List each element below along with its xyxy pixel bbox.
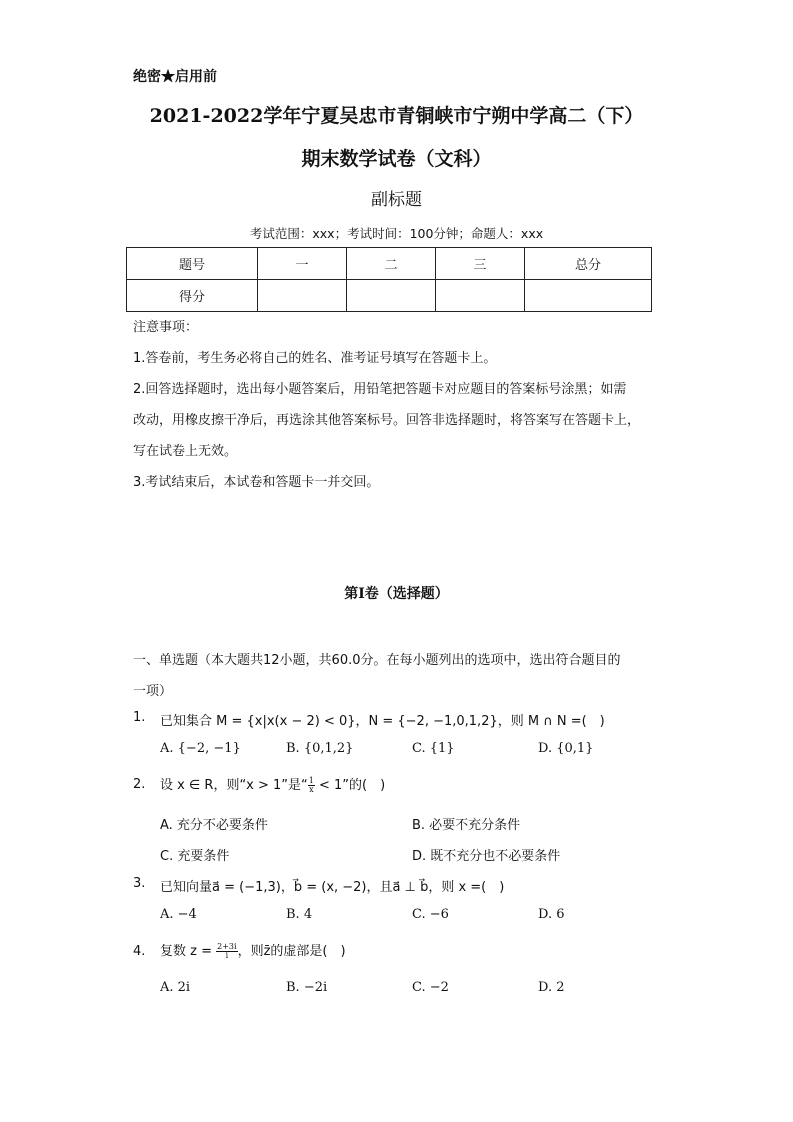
option-b: B. 必要不充分条件 — [412, 818, 521, 833]
score-table-score-row — [127, 280, 652, 312]
question-text — [160, 774, 385, 794]
fraction-numerator: 1 — [308, 776, 314, 785]
section-heading-line1: 一、单选题（本大题共12小题，共60.0分。在每小题列出的选项中，选出符合题目的 — [133, 653, 621, 668]
notes-item: 写在试卷上无效。 — [133, 444, 238, 459]
notes-item: 1.答卷前，考生务必将自己的姓名、准考证号填写在答题卡上。 — [133, 351, 497, 366]
fraction — [308, 777, 315, 794]
question-text: 已知集合 M = {x|x(x − 2) < 0}，N = {−2, −1,0,1,2}，则 M ∩ N =( ) — [160, 714, 605, 729]
score-cell — [347, 280, 436, 312]
fraction-numerator: 2+3i — [217, 942, 237, 951]
option-b: B. {0,1,2} — [286, 741, 354, 756]
score-cell — [436, 280, 525, 312]
option-c: C. {1} — [412, 741, 455, 756]
exam-subtitle: 副标题 — [371, 190, 422, 210]
fraction — [216, 943, 237, 960]
part-title: 第Ⅰ卷（选择题） — [344, 586, 449, 602]
option-d: D. 既不充分也不必要条件 — [412, 849, 561, 864]
option-a: A. 2i — [160, 980, 191, 995]
fraction-denominator: i — [225, 951, 229, 960]
option-a: A. {−2, −1} — [160, 741, 241, 756]
option-c: C. −2 — [412, 980, 449, 995]
notes-heading: 注意事项： — [133, 320, 199, 335]
fraction-denominator: x — [309, 785, 314, 794]
question-text-part: < 1”的( ) — [314, 778, 386, 793]
table-header-cell: 三 — [436, 248, 525, 280]
score-cell — [525, 280, 652, 312]
score-cell — [258, 280, 347, 312]
notes-item: 改动，用橡皮擦干净后，再选涂其他答案标号。回答非选择题时，将答案写在答题卡上， — [133, 413, 641, 428]
option-a: A. −4 — [160, 907, 197, 922]
option-d: D. 6 — [538, 907, 565, 922]
notes-item: 2.回答选择题时，选出每小题答案后，用铅笔把答题卡对应题目的答案标号涂黑；如需 — [133, 382, 627, 397]
question-text-part: 复数 z = — [160, 944, 217, 959]
table-header-cell: 总分 — [525, 248, 652, 280]
question-text-part: ，则z̄的虚部是( ) — [237, 944, 346, 959]
option-d: D. {0,1} — [538, 741, 594, 756]
section-heading-line2: 一项） — [133, 684, 173, 699]
table-header-cell: 一 — [258, 248, 347, 280]
exam-title-line2: 期末数学试卷（文科） — [301, 148, 492, 170]
section-heading — [133, 645, 673, 707]
option-d: D. 2 — [538, 980, 565, 995]
option-b: B. −2i — [286, 980, 328, 995]
notes-section — [133, 312, 673, 498]
table-header-cell: 题号 — [127, 248, 258, 280]
question-number: 3. — [133, 876, 146, 891]
question-text-part: 设 x ∈ R，则“x > 1”是“ — [160, 778, 308, 793]
score-table-header-row — [127, 248, 652, 280]
option-b: B. 4 — [286, 907, 313, 922]
question-text: 已知向量a⃗ = (−1,3)，b⃗ = (x, −2)，且a⃗ ⊥ b⃗，则 x =( ) — [160, 880, 505, 895]
question-number: 2. — [133, 777, 146, 792]
confidential-label: 绝密★启用前 — [133, 69, 217, 85]
exam-info: 考试范围：xxx；考试时间：100分钟；命题人：xxx — [249, 226, 544, 241]
option-a: A. 充分不必要条件 — [160, 818, 268, 833]
notes-item: 3.考试结束后，本试卷和答题卡一并交回。 — [133, 475, 380, 490]
score-table — [126, 247, 652, 312]
option-c: C. −6 — [412, 907, 449, 922]
exam-title-line1: 2021-2022学年宁夏吴忠市青铜峡市宁朔中学高二（下） — [149, 105, 644, 127]
option-c: C. 充要条件 — [160, 849, 230, 864]
table-header-cell: 二 — [347, 248, 436, 280]
table-row-label: 得分 — [127, 280, 258, 312]
question-number: 4. — [133, 944, 146, 959]
question-text — [160, 940, 346, 960]
question-number: 1. — [133, 710, 146, 725]
